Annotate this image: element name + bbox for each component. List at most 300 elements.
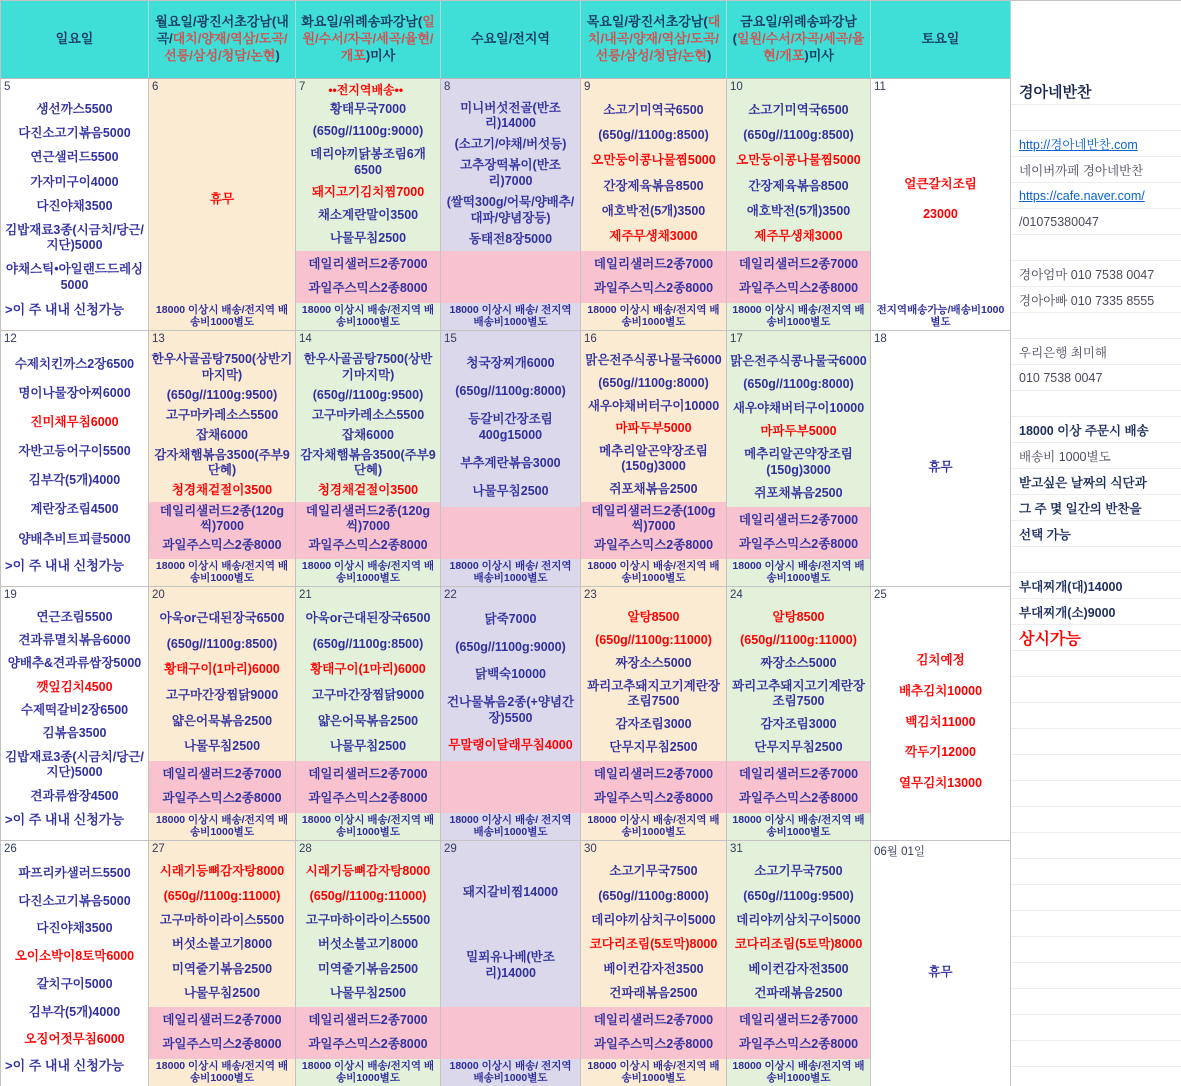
delivery-footer: 18000 이상시 배송/전지역 배송비1000별도 xyxy=(732,1059,865,1084)
day-number: 06월 01일 xyxy=(874,846,925,858)
day-cell-15[interactable] xyxy=(441,331,581,587)
menu-item: 베이컨감자전3500 xyxy=(748,961,849,976)
delivery-footer: 18000 이상시 배송/전지역 배송비1000별도 xyxy=(155,813,289,838)
salad-juice-item: 과일주스믹스2종8000 xyxy=(593,281,714,296)
menu-item: 애호박전(5개)3500 xyxy=(746,204,851,219)
menu-item: 나물무침2500 xyxy=(329,985,407,1000)
menu-item: 고구마카레소스5500 xyxy=(165,407,279,422)
day-number: 11 xyxy=(874,81,886,93)
info-row: 네이버까페 경아네반찬 xyxy=(1011,157,1181,183)
week-order-note: >이 주 내내 신청가능 xyxy=(5,1058,124,1073)
menu-item: 부추계란볶음3000 xyxy=(460,455,561,470)
info-row xyxy=(1011,963,1181,989)
day-number-row xyxy=(441,79,580,97)
menu-item: 청국장찌개6000 xyxy=(466,356,555,371)
header-cell-wed[interactable] xyxy=(441,1,581,79)
menu-item: (650g//1100g:8500) xyxy=(166,636,278,651)
delivery-footer: 18000 이상시 배송/전지역 배송비1000별도 xyxy=(587,1059,720,1084)
delivery-footer: 18000 이상시 배송/ 전지역 배송비1000별도 xyxy=(449,813,572,838)
menu-list xyxy=(441,859,580,1007)
info-row xyxy=(1011,391,1181,417)
day-number: 23 xyxy=(584,589,597,601)
day-number-row xyxy=(296,587,440,605)
header-cell-thu[interactable] xyxy=(581,1,727,79)
salad-juice-band xyxy=(727,251,870,303)
header-day-text: ) xyxy=(275,47,280,63)
day-number: 19 xyxy=(4,589,17,601)
menu-item: 열무김치13000 xyxy=(898,775,983,790)
menu-item: 단무지무침2500 xyxy=(609,740,698,755)
salad-juice-item: 데일리샐러드2종(120g씩)7000 xyxy=(305,503,431,533)
menu-item: 무말랭이달래무침4000 xyxy=(448,738,573,753)
day-number: 14 xyxy=(299,333,312,345)
menu-list xyxy=(296,349,440,502)
info-row xyxy=(1011,885,1181,911)
menu-item: 휴무 xyxy=(928,459,953,474)
menu-item: 소고기미역국6500 xyxy=(748,102,849,117)
menu-list xyxy=(727,859,870,1007)
info-row: 부대찌개(대)14000 xyxy=(1011,573,1181,599)
day-cell-18[interactable] xyxy=(871,331,1011,587)
salad-juice-item: 과일주스믹스2종8000 xyxy=(593,1037,714,1052)
header-day-text: 수요일/전지역 xyxy=(471,31,550,47)
day-number-row xyxy=(149,841,295,859)
menu-item: 알탕8500 xyxy=(772,609,825,624)
week-order-note: >이 주 내내 신청가능 xyxy=(5,558,124,573)
day-cell-13[interactable] xyxy=(149,331,296,587)
day-number-row xyxy=(727,587,870,605)
info-row: 경아아빠 010 7335 8555 xyxy=(1011,287,1181,313)
delivery-footer: 18000 이상시 배송/전지역 배송비1000별도 xyxy=(155,303,289,328)
menu-item: 건파래볶음2500 xyxy=(754,985,843,1000)
menu-list xyxy=(581,605,726,761)
menu-list xyxy=(581,859,726,1007)
delivery-footer: 18000 이상시 배송/전지역 배송비1000별도 xyxy=(732,559,865,584)
day-number-row xyxy=(441,331,580,349)
day-cell-28[interactable] xyxy=(296,841,441,1086)
day-cell-24[interactable] xyxy=(727,587,871,841)
menu-item: 등갈비간장조림400g15000 xyxy=(468,412,553,442)
day-number: 21 xyxy=(299,589,312,601)
menu-item: 김볶음3500 xyxy=(42,726,107,741)
header-label xyxy=(154,14,290,65)
menu-item: 얇은어묵볶음2500 xyxy=(171,713,273,728)
salad-juice-item: 과일주스믹스2종8000 xyxy=(593,791,714,806)
day-number: 29 xyxy=(444,843,457,855)
day-number-row xyxy=(296,841,440,859)
header-cell-sun[interactable] xyxy=(1,1,149,79)
menu-item: 데리야끼삼치구이5000 xyxy=(736,912,861,927)
menu-item: 얇은어묵볶음2500 xyxy=(317,713,419,728)
menu-item: 버섯소불고기8000 xyxy=(317,937,419,952)
salad-juice-band xyxy=(149,502,295,559)
menu-item: 새우야채버터구이10000 xyxy=(587,398,720,413)
menu-item: 23000 xyxy=(923,207,958,222)
menu-list xyxy=(149,97,295,303)
menu-item: 나물무침2500 xyxy=(472,484,549,499)
delivery-footer: 18000 이상시 배송/전지역 배송비1000별도 xyxy=(732,303,865,328)
menu-item: 황태무국7000 xyxy=(329,101,407,116)
menu-list xyxy=(871,349,1010,586)
menu-item: 닭죽7000 xyxy=(484,612,537,626)
salad-juice-item: 과일주스믹스2종8000 xyxy=(308,791,428,806)
menu-item: (650g//1100g:8000) xyxy=(743,377,854,392)
menu-item: 다진소고기볶음5000 xyxy=(18,893,131,908)
menu-item: 나물무침2500 xyxy=(329,739,407,754)
menu-item: (650g//1100g:8000) xyxy=(455,384,566,399)
info-row: 배송비 1000별도 xyxy=(1011,443,1181,469)
delivery-footer: 18000 이상시 배송/전지역 배송비1000별도 xyxy=(301,1059,435,1084)
day-number-row xyxy=(296,79,440,97)
menu-item: 베이컨감자전3500 xyxy=(603,961,704,976)
day-number-row xyxy=(441,841,580,859)
menu-item: (쌀떡300g/어묵/양배추/대파/양념장등) xyxy=(446,194,575,225)
salad-juice-item: 과일주스믹스2종8000 xyxy=(308,281,428,296)
info-link[interactable]: http://경아네반찬.com xyxy=(1019,137,1138,152)
day-number-row xyxy=(149,79,295,97)
menu-item: 김부각(5개)4000 xyxy=(28,473,121,488)
info-row xyxy=(1011,183,1181,209)
menu-item: 가자미구이4000 xyxy=(30,174,119,189)
header-label xyxy=(301,14,435,65)
day-cell-21[interactable] xyxy=(296,587,441,841)
menu-item: (650g//1100g:11000) xyxy=(163,888,281,903)
menu-item: 깻잎김치4500 xyxy=(36,679,113,694)
salad-juice-band xyxy=(441,507,580,559)
day-cell-16[interactable] xyxy=(581,331,727,587)
delivery-footer: 18000 이상시 배송/ 전지역 배송비1000별도 xyxy=(449,303,572,328)
day-cell-27[interactable] xyxy=(149,841,296,1086)
menu-item: 감자채햄볶음3500(주부9단혜) xyxy=(300,447,436,478)
menu-item: (650g//1100g:11000) xyxy=(309,888,427,903)
delivery-footer: 18000 이상시 배송/전지역 배송비1000별도 xyxy=(301,303,435,328)
menu-item: 고구마하이라이스5500 xyxy=(305,912,431,927)
info-row xyxy=(1011,547,1181,573)
menu-item: 간장제육볶음8500 xyxy=(603,178,704,193)
header-label xyxy=(586,14,721,65)
delivery-footer: 18000 이상시 배송/전지역 배송비1000별도 xyxy=(587,303,720,328)
salad-juice-item: 데일리샐러드2종7000 xyxy=(738,767,859,782)
menu-item: 나물무침2500 xyxy=(183,739,261,754)
salad-juice-item: 데일리샐러드2종7000 xyxy=(308,1013,428,1028)
info-row xyxy=(1011,729,1181,755)
salad-juice-item: 과일주스믹스2종8000 xyxy=(738,281,859,296)
menu-item: 동태전8장5000 xyxy=(468,231,553,246)
day-cell-6[interactable] xyxy=(149,79,296,331)
day-number: 6 xyxy=(152,81,159,93)
menu-item: 생선까스5500 xyxy=(36,102,113,117)
menu-item: (650g//1100g:8000) xyxy=(598,375,709,390)
menu-list xyxy=(727,97,870,251)
info-row xyxy=(1011,703,1181,729)
menu-item: 밀푀유나베(반조리)14000 xyxy=(466,949,555,980)
menu-item: 감자조림3000 xyxy=(760,717,837,732)
menu-item: 미니버섯전골(반조리)14000 xyxy=(460,100,561,131)
day-cell-26[interactable] xyxy=(1,841,149,1086)
info-row: 010 7538 0047 xyxy=(1011,365,1181,391)
info-link[interactable]: https://cafe.naver.com/ xyxy=(1019,188,1145,203)
day-number: 12 xyxy=(4,333,17,345)
menu-item: 청경채겉절이3500 xyxy=(171,483,273,498)
menu-item: 김밥재료3종(시금치/당근/지단)5000 xyxy=(5,222,144,253)
day-number: 13 xyxy=(152,333,165,345)
day-cell-9[interactable] xyxy=(581,79,727,331)
menu-item: 파프리카샐러드5500 xyxy=(18,866,131,881)
info-row xyxy=(1011,989,1181,1015)
header-area-list: 대치/내곡/양재/역삼/도곡/선릉/삼성/청담/논현 xyxy=(587,14,721,63)
day-cell-8[interactable] xyxy=(441,79,581,331)
salad-juice-band xyxy=(441,251,580,303)
menu-item: 애호박전(5개)3500 xyxy=(601,204,706,219)
menu-list xyxy=(149,859,295,1007)
header-cell-sat[interactable] xyxy=(871,1,1011,79)
week-order-note: >이 주 내내 신청가능 xyxy=(5,302,124,317)
info-row: /01075380047 xyxy=(1011,209,1181,235)
menu-list xyxy=(1,349,148,555)
day-number-row xyxy=(727,841,870,859)
header-day-text: 목요일/광진서초강남( xyxy=(586,14,708,30)
menu-item: 한우사골곰탕7500(상반기마지막) xyxy=(303,352,433,382)
menu-item: 소고기무국7500 xyxy=(754,864,843,879)
day-cell-19[interactable] xyxy=(1,587,149,841)
menu-item: 감자조림3000 xyxy=(615,717,692,732)
menu-item: 아욱or근대된장국6500 xyxy=(305,611,431,625)
header-day-text: 금요일/위례송파강남( xyxy=(732,14,857,47)
day-number: 10 xyxy=(730,81,743,93)
menu-item: 연근샐러드5500 xyxy=(30,150,119,165)
info-row xyxy=(1011,313,1181,339)
header-cell-mon[interactable] xyxy=(149,1,296,79)
salad-juice-band xyxy=(149,1007,295,1059)
salad-juice-item: 데일리샐러드2종7000 xyxy=(738,513,859,528)
day-cell-7[interactable] xyxy=(296,79,441,331)
day-cell-5[interactable] xyxy=(1,79,149,331)
menu-item: 간장제육볶음8500 xyxy=(748,178,849,193)
header-area-list: 일원/수서/자곡/세곡/율현/개포 xyxy=(302,14,435,63)
day-number: 7 xyxy=(299,81,306,93)
day-cell-11[interactable] xyxy=(871,79,1011,331)
menu-item: (650g//1100g:11000) xyxy=(595,632,712,647)
menu-item: 양배추비트피클5000 xyxy=(18,531,131,546)
day-cell-12[interactable] xyxy=(1,331,149,587)
header-day-text: )미사 xyxy=(804,47,834,63)
menu-list xyxy=(296,97,440,251)
day-number: 16 xyxy=(584,333,597,345)
menu-item: 한우사골곰탕7500(상반기마지막) xyxy=(151,352,293,382)
info-row xyxy=(1011,1041,1181,1067)
day-number: 26 xyxy=(4,843,17,855)
salad-juice-band xyxy=(581,761,726,813)
header-cell-fri[interactable] xyxy=(727,1,871,79)
header-day-text: 일요일 xyxy=(55,31,94,47)
menu-item: 진미채무침6000 xyxy=(30,415,119,430)
salad-juice-item: 과일주스믹스2종8000 xyxy=(162,1037,282,1052)
menu-item: 고구마간장찜닭9000 xyxy=(165,687,279,702)
info-row xyxy=(1011,911,1181,937)
info-top-spacer xyxy=(1011,1,1181,79)
day-number-row xyxy=(441,587,580,605)
day-cell-10[interactable] xyxy=(727,79,871,331)
salad-juice-item: 데일리샐러드2종7000 xyxy=(593,1013,714,1028)
day-number: 18 xyxy=(874,333,887,345)
menu-item: 돼지갈비찜14000 xyxy=(462,884,559,899)
salad-juice-band xyxy=(727,761,870,813)
day-cell-17[interactable] xyxy=(727,331,871,587)
salad-juice-item: 과일주스믹스2종8000 xyxy=(593,537,714,552)
day-number: 5 xyxy=(4,81,11,93)
menu-item: 데리야끼삼치구이5000 xyxy=(591,912,716,927)
day-number-row xyxy=(296,331,440,349)
menu-list xyxy=(1,605,148,809)
menu-item: 코다리조림(5토막)8000 xyxy=(734,937,863,952)
salad-juice-band xyxy=(296,251,440,303)
menu-item: 양배추&견과류쌈장5000 xyxy=(7,656,142,671)
info-row-always-available: 상시가능 xyxy=(1011,625,1181,651)
salad-juice-item: 데일리샐러드2종7000 xyxy=(162,1013,282,1028)
menu-item: 잡채6000 xyxy=(342,427,394,442)
menu-item: 수제떡갈비2장6500 xyxy=(20,703,129,718)
menu-item: 청경채겉절이3500 xyxy=(317,483,419,498)
info-row: 우리은행 최미해 xyxy=(1011,339,1181,365)
menu-list xyxy=(1,859,148,1055)
day-number: 31 xyxy=(730,843,743,855)
day-number-row xyxy=(1,79,148,97)
salad-juice-item: 과일주스믹스2종8000 xyxy=(738,791,859,806)
day-cell-23[interactable] xyxy=(581,587,727,841)
info-row: 부대찌개(소)9000 xyxy=(1011,599,1181,625)
day-number: 30 xyxy=(584,843,597,855)
menu-item: 견과류쌈장4500 xyxy=(30,788,119,803)
menu-item: 고구마카레소스5500 xyxy=(311,407,425,422)
salad-juice-band xyxy=(149,761,295,813)
menu-item: 김부각(5개)4000 xyxy=(28,1004,121,1019)
day-cell-30[interactable] xyxy=(581,841,727,1086)
menu-item: 다진야채3500 xyxy=(36,921,113,936)
day-cell-25[interactable] xyxy=(871,587,1011,841)
salad-juice-band xyxy=(581,502,726,559)
menu-item: 미역줄기볶음2500 xyxy=(317,961,419,976)
menu-item: 짜장소스5000 xyxy=(760,655,837,670)
day-cell-22[interactable] xyxy=(441,587,581,841)
menu-item: 야채스틱•아일랜드드레싱5000 xyxy=(5,262,144,293)
delivery-footer: 18000 이상시 배송/전지역 배송비1000별도 xyxy=(301,559,435,584)
menu-item: 메추리알곤약장조림(150g)3000 xyxy=(744,447,853,477)
header-day-text: ) xyxy=(706,47,712,63)
menu-item: 오만둥이콩나물찜5000 xyxy=(591,153,716,168)
menu-item: (650g//1100g:11000) xyxy=(740,632,857,647)
menu-item: 제주무생채3000 xyxy=(754,229,843,244)
day-cell-29[interactable] xyxy=(441,841,581,1086)
info-row xyxy=(1011,677,1181,703)
menu-item: 마파두부5000 xyxy=(760,424,837,438)
day-number: 22 xyxy=(444,589,457,601)
menu-item: 휴무 xyxy=(928,964,953,979)
menu-item: 버섯소불고기8000 xyxy=(171,937,273,952)
day-number: 15 xyxy=(444,333,457,345)
menu-item: 미역줄기볶음2500 xyxy=(171,961,273,976)
menu-item: 단무지무침2500 xyxy=(754,740,843,755)
menu-item: 쥐포채볶음2500 xyxy=(754,486,843,501)
menu-list xyxy=(296,605,440,761)
day-number-row xyxy=(871,331,1010,349)
menu-item: 돼지고기김치찜7000 xyxy=(311,185,425,200)
day-number: 27 xyxy=(152,843,165,855)
salad-juice-item: 과일주스믹스2종8000 xyxy=(738,1037,859,1052)
salad-juice-band xyxy=(441,1007,580,1059)
menu-item: (650g//1100g:9500) xyxy=(166,387,278,402)
day-number: 17 xyxy=(730,333,743,345)
menu-item: 알탕8500 xyxy=(627,609,680,624)
day-number-row xyxy=(1,587,148,605)
menu-item: 나물무침2500 xyxy=(183,985,261,1000)
menu-item: 고추장떡볶이(반조리)7000 xyxy=(460,158,561,188)
day-number-row xyxy=(1,331,148,349)
menu-list xyxy=(871,97,1010,303)
menu-list xyxy=(296,859,440,1007)
salad-juice-item: 데일리샐러드2종7000 xyxy=(308,257,428,272)
salad-juice-item: 과일주스믹스2종8000 xyxy=(308,537,428,552)
salad-juice-item: 데일리샐러드2종(100g씩)7000 xyxy=(591,503,716,533)
salad-juice-band xyxy=(296,761,440,813)
salad-juice-item: 데일리샐러드2종(120g씩)7000 xyxy=(159,503,285,533)
menu-item: 갈치구이5000 xyxy=(36,976,113,991)
menu-item: (650g//1100g:8500) xyxy=(743,128,854,143)
delivery-footer: 18000 이상시 배송/전지역 배송비1000별도 xyxy=(155,1059,289,1084)
day-cell-31[interactable] xyxy=(727,841,871,1086)
info-row xyxy=(1011,807,1181,833)
header-area-list: 대치/양재/역삼/도곡/선릉/삼성/청담/논현 xyxy=(164,31,288,63)
info-row: 그 주 몇 일간의 반찬을 xyxy=(1011,495,1181,521)
menu-list xyxy=(581,97,726,251)
header-label xyxy=(922,31,960,48)
menu-list xyxy=(1,97,148,299)
delivery-footer: 18000 이상시 배송/전지역 배송비1000별도 xyxy=(732,813,865,838)
menu-list xyxy=(441,349,580,507)
header-cell-tue[interactable] xyxy=(296,1,441,79)
day-cell-06월01일[interactable] xyxy=(871,841,1011,1086)
menu-item: 쥐포채볶음2500 xyxy=(609,481,698,496)
info-row xyxy=(1011,105,1181,131)
menu-list xyxy=(149,349,295,502)
day-cell-20[interactable] xyxy=(149,587,296,841)
header-day-text: 월요일/광진서초강남(내곡/ xyxy=(155,14,289,47)
menu-item: (650g//1100g:9000) xyxy=(455,639,566,654)
delivery-footer: 18000 이상시 배송/전지역 배송비1000별도 xyxy=(155,559,289,584)
header-label xyxy=(732,14,865,65)
menu-item: 다진소고기볶음5000 xyxy=(18,126,131,141)
menu-item: 김밥재료3종(시금치/당근/지단)5000 xyxy=(5,749,144,780)
day-number: 8 xyxy=(444,81,451,93)
salad-juice-band xyxy=(727,1007,870,1059)
day-number-row xyxy=(871,79,1010,97)
day-cell-14[interactable] xyxy=(296,331,441,587)
menu-list xyxy=(871,859,1010,1086)
menu-item: 명이나물장아찌6000 xyxy=(18,385,131,400)
menu-item: 김치예정 xyxy=(916,653,965,668)
menu-list xyxy=(149,605,295,761)
menu-item: 오징어젓무침6000 xyxy=(24,1032,125,1047)
day-number-row xyxy=(871,841,1010,859)
menu-item: 짜장소스5000 xyxy=(615,655,692,670)
menu-item: 오만둥이콩나물찜5000 xyxy=(736,153,861,168)
menu-list xyxy=(871,605,1010,840)
menu-item: 닭백숙10000 xyxy=(475,667,546,682)
menu-item: 맑은전주식콩나물국6000 xyxy=(585,353,722,368)
menu-item: 수제치킨까스2장6500 xyxy=(14,356,135,371)
menu-item: (650g//1100g:8500) xyxy=(598,128,709,143)
menu-item: 계란장조림4500 xyxy=(30,502,119,517)
menu-item: 배추김치10000 xyxy=(898,684,983,699)
